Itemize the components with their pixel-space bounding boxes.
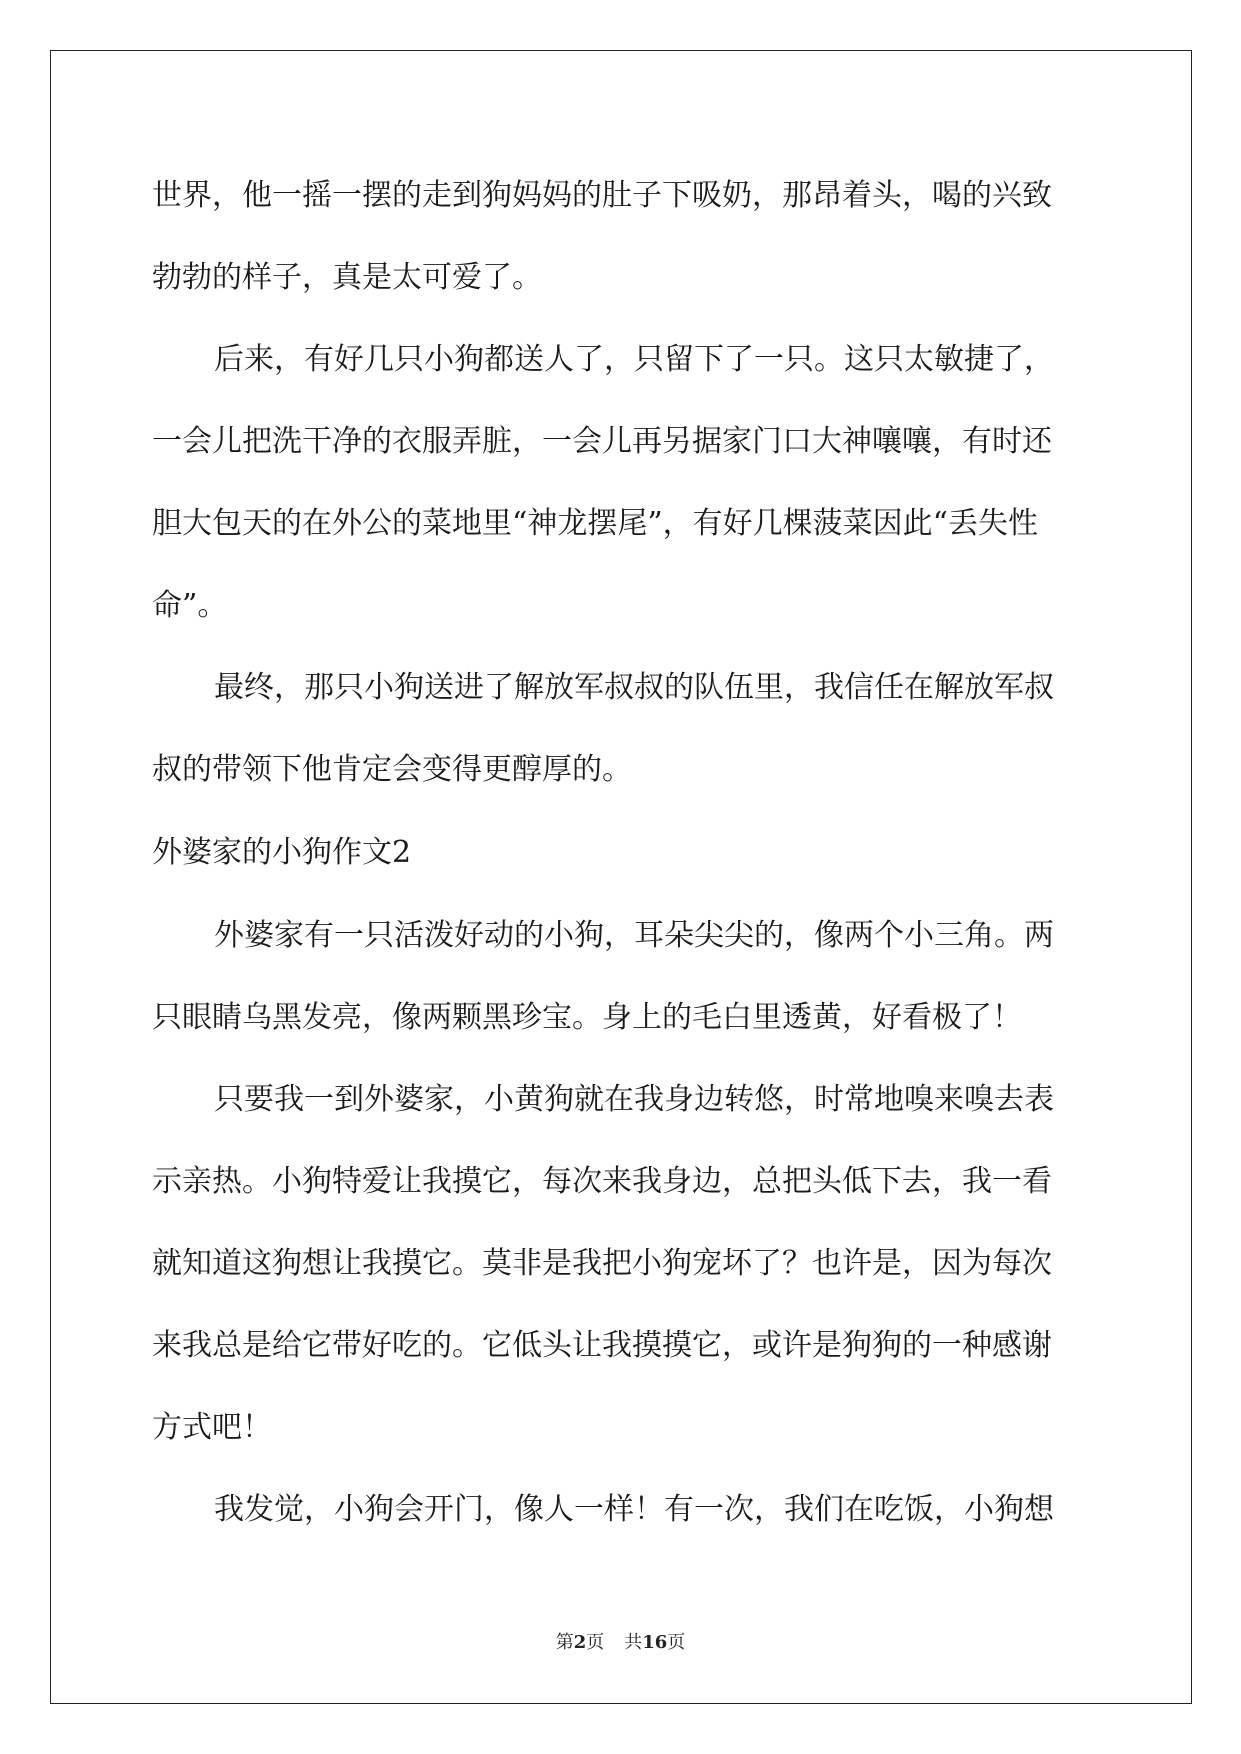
section-heading: 外婆家的小狗作文2 [152, 835, 412, 870]
text-line: 胆大包天的在外公的菜地里“神龙摆尾”，有好几棵菠菜因此“丢失性 [152, 506, 1039, 541]
paragraph-start: 只要我一到外婆家，小黄狗就在我身边转悠，时常地嗅来嗅去表 [214, 1082, 1054, 1117]
document-body [152, 155, 1092, 1551]
text-line: 世界，他一摇一摆的走到狗妈妈的肚子下吸奶，那昂着头，喝的兴致 [152, 178, 1052, 213]
text-line: 方式吧！ [152, 1410, 272, 1445]
text-line: 只眼睛乌黑发亮，像两颗黑珍宝。身上的毛白里透黄，好看极了！ [152, 1000, 1022, 1035]
page-prefix: 第 [555, 1632, 574, 1653]
page-footer [0, 1628, 1241, 1654]
total-prefix: 共 [624, 1632, 643, 1653]
total-suffix: 页 [667, 1632, 686, 1653]
paragraph-start: 我发觉，小狗会开门，像人一样！有一次，我们在吃饭，小狗想 [214, 1492, 1054, 1527]
page-suffix: 页 [586, 1632, 605, 1653]
text-line: 一会儿把洗干净的衣服弄脏，一会儿再另据家门口大神嚷嚷，有时还 [152, 424, 1052, 459]
text-line: 来我总是给它带好吃的。它低头让我摸摸它，或许是狗狗的一种感谢 [152, 1328, 1052, 1363]
text-line: 示亲热。小狗特爱让我摸它，每次来我身边，总把头低下去，我一看 [152, 1164, 1052, 1199]
paragraph-start: 外婆家有一只活泼好动的小狗，耳朵尖尖的，像两个小三角。两 [214, 918, 1054, 953]
text-line: 勃勃的样子，真是太可爱了。 [152, 260, 542, 295]
text-line: 命”。 [152, 588, 228, 623]
text-line: 就知道这狗想让我摸它。莫非是我把小狗宠坏了？也许是，因为每次 [152, 1246, 1052, 1281]
total-pages: 16 [642, 1632, 668, 1653]
text-line: 叔的带领下他肯定会变得更醇厚的。 [152, 752, 632, 787]
paragraph-start: 最终，那只小狗送进了解放军叔叔的队伍里，我信任在解放军叔 [214, 670, 1054, 705]
page-number: 2 [573, 1632, 587, 1653]
paragraph-start: 后来，有好几只小狗都送人了，只留下了一只。这只太敏捷了， [214, 342, 1054, 377]
